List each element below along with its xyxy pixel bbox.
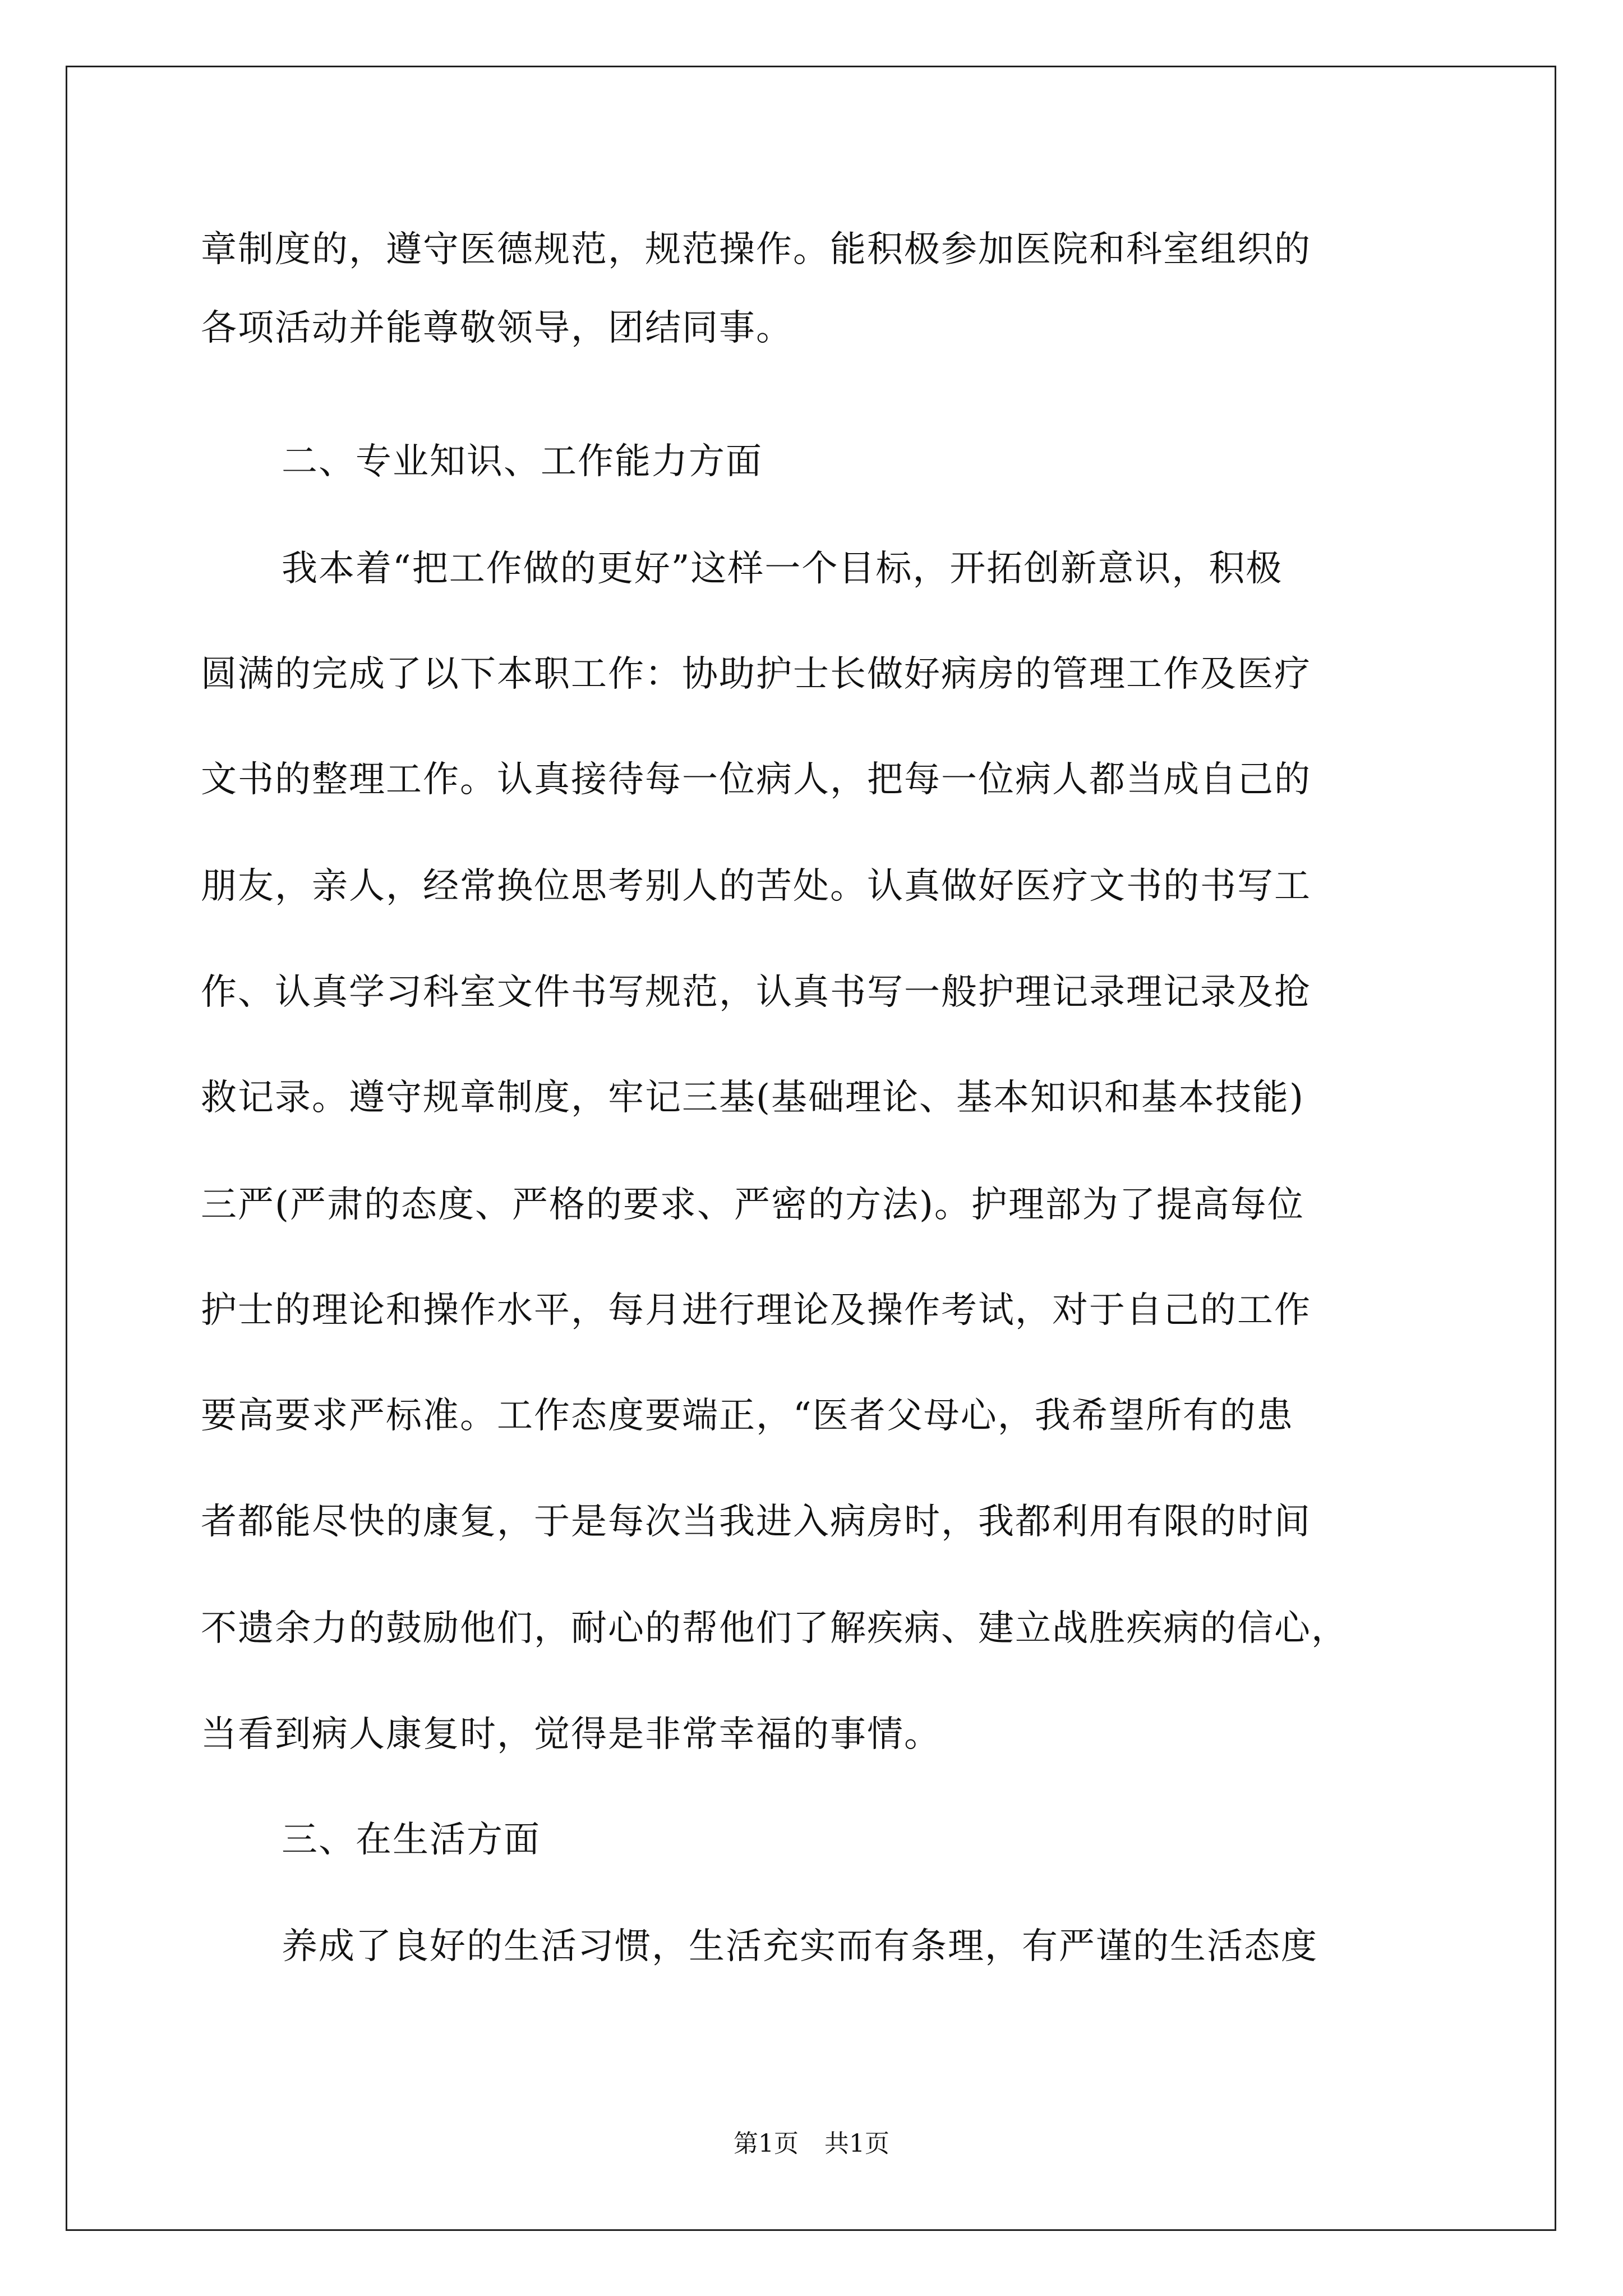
body-text-line: 朋友，亲人，经常换位思考别人的苦处。认真做好医疗文书的书写工 [201, 866, 1311, 907]
body-text-line: 不遗余力的鼓励他们，耐心的帮他们了解疾病、建立战胜疾病的信心， [201, 1608, 1348, 1649]
body-text-line: 文书的整理工作。认真接待每一位病人，把每一位病人都当成自己的 [201, 759, 1311, 800]
page-border [66, 66, 1556, 2231]
page-number: 第1页 [734, 2129, 799, 2158]
body-text-line: 作、认真学习科室文件书写规范，认真书写一般护理记录理记录及抢 [201, 972, 1311, 1013]
body-text-line: 救记录。遵守规章制度，牢记三基(基础理论、基本知识和基本技能) [201, 1077, 1304, 1119]
body-text-line: 者都能尽快的康复，于是每次当我进入病房时，我都利用有限的时间 [201, 1501, 1311, 1543]
body-text-line: 我本着“把工作做的更好”这样一个目标，开拓创新意识，积极 [282, 548, 1283, 590]
body-text-line: 三严(严肃的态度、严格的要求、严密的方法)。护理部为了提高每位 [201, 1184, 1304, 1226]
body-text-line: 当看到病人康复时，觉得是非常幸福的事情。 [201, 1714, 941, 1755]
body-text-line: 养成了良好的生活习惯，生活充实而有条理，有严谨的生活态度 [282, 1926, 1318, 1967]
section-heading: 三、在生活方面 [282, 1819, 541, 1861]
body-text-line: 要高要求严标准。工作态度要端正，“医者父母心，我希望所有的患 [201, 1395, 1294, 1437]
body-text-line: 圆满的完成了以下本职工作：协助护士长做好病房的管理工作及医疗 [201, 654, 1311, 695]
page-total: 共1页 [824, 2129, 889, 2158]
body-text-line: 护士的理论和操作水平，每月进行理论及操作考试，对于自己的工作 [201, 1290, 1311, 1331]
section-heading: 二、专业知识、工作能力方面 [282, 441, 763, 482]
page-footer [0, 2128, 1623, 2160]
body-text-line: 章制度的，遵守医德规范，规范操作。能积极参加医院和科室组织的 [201, 229, 1311, 270]
body-text-line: 各项活动并能尊敬领导，团结同事。 [201, 307, 793, 349]
